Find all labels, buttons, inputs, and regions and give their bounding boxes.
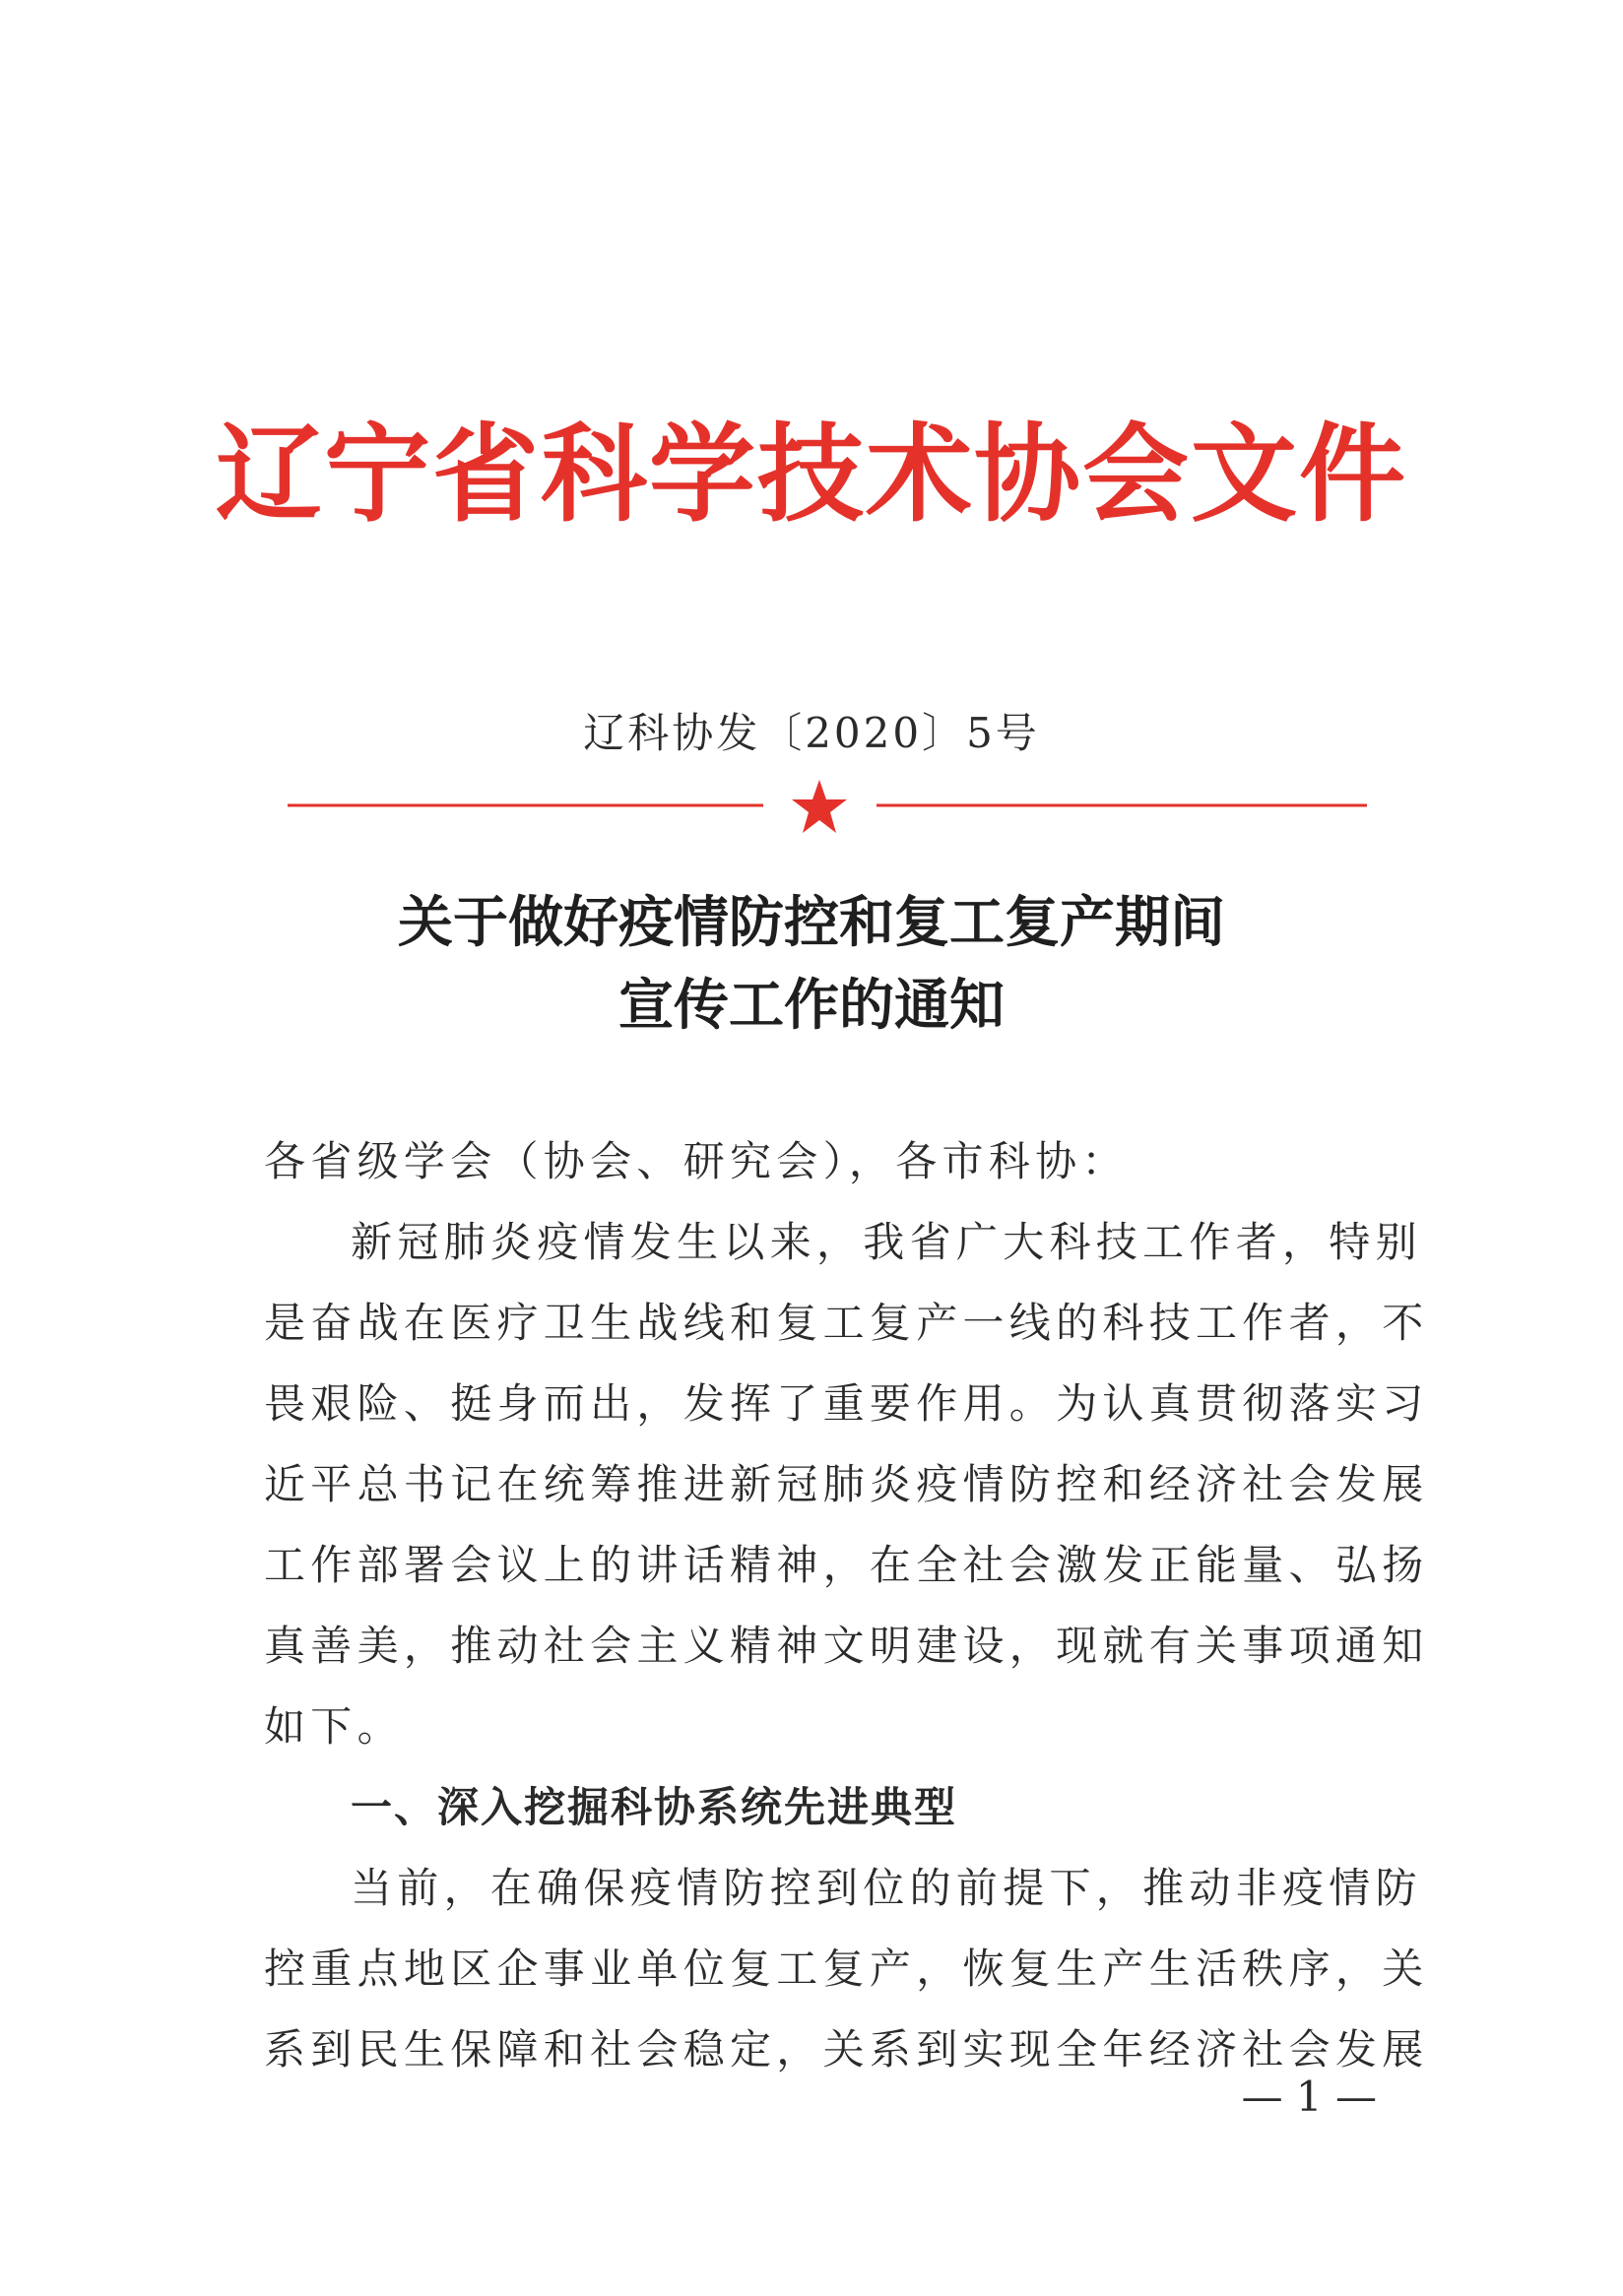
paragraph-1-line: 真善美，推动社会主义精神文明建设，现就有关事项通知 bbox=[264, 1622, 1429, 1670]
paragraph-1-line: 近平总书记在统筹推进新冠肺炎疫情防控和经济社会发展 bbox=[264, 1460, 1429, 1508]
page-number: — 1 — bbox=[1241, 2073, 1377, 2121]
paragraph-1-line: 是奋战在医疗卫生战线和复工复产一线的科技工作者，不 bbox=[264, 1299, 1429, 1347]
salutation: 各省级学会（协会、研究会），各市科协： bbox=[264, 1137, 1129, 1185]
paragraph-1-line: 如下。 bbox=[264, 1702, 404, 1751]
paragraph-1-line: 畏艰险、挺身而出，发挥了重要作用。为认真贯彻落实习 bbox=[264, 1379, 1429, 1428]
issuer-header-title: 辽宁省科学技术协会文件 bbox=[215, 413, 1407, 537]
paragraph-1-line: 新冠肺炎疫情发生以来，我省广大科技工作者，特别 bbox=[351, 1218, 1422, 1266]
document-number: 辽科协发〔2020〕5号 bbox=[583, 709, 1040, 757]
section-1-heading: 一、深入挖掘科协系统先进典型 bbox=[351, 1783, 958, 1831]
paragraph-2-line: 控重点地区企事业单位复工复产，恢复生产生活秩序，关 bbox=[264, 1945, 1429, 1993]
paragraph-2-line: 系到民生保障和社会稳定，关系到实现全年经济社会发展 bbox=[264, 2025, 1429, 2073]
paragraph-2-line: 当前，在确保疫情防控到位的前提下，推动非疫情防 bbox=[351, 1864, 1422, 1912]
notice-title-line-2: 宣传工作的通知 bbox=[618, 973, 1005, 1038]
paragraph-1-line: 工作部署会议上的讲话精神，在全社会激发正能量、弘扬 bbox=[264, 1541, 1429, 1589]
notice-title-line-1: 关于做好疫情防控和复工复产期间 bbox=[398, 890, 1225, 955]
star-icon bbox=[792, 780, 847, 833]
red-divider bbox=[286, 778, 1369, 837]
notice-title bbox=[0, 881, 1623, 1047]
